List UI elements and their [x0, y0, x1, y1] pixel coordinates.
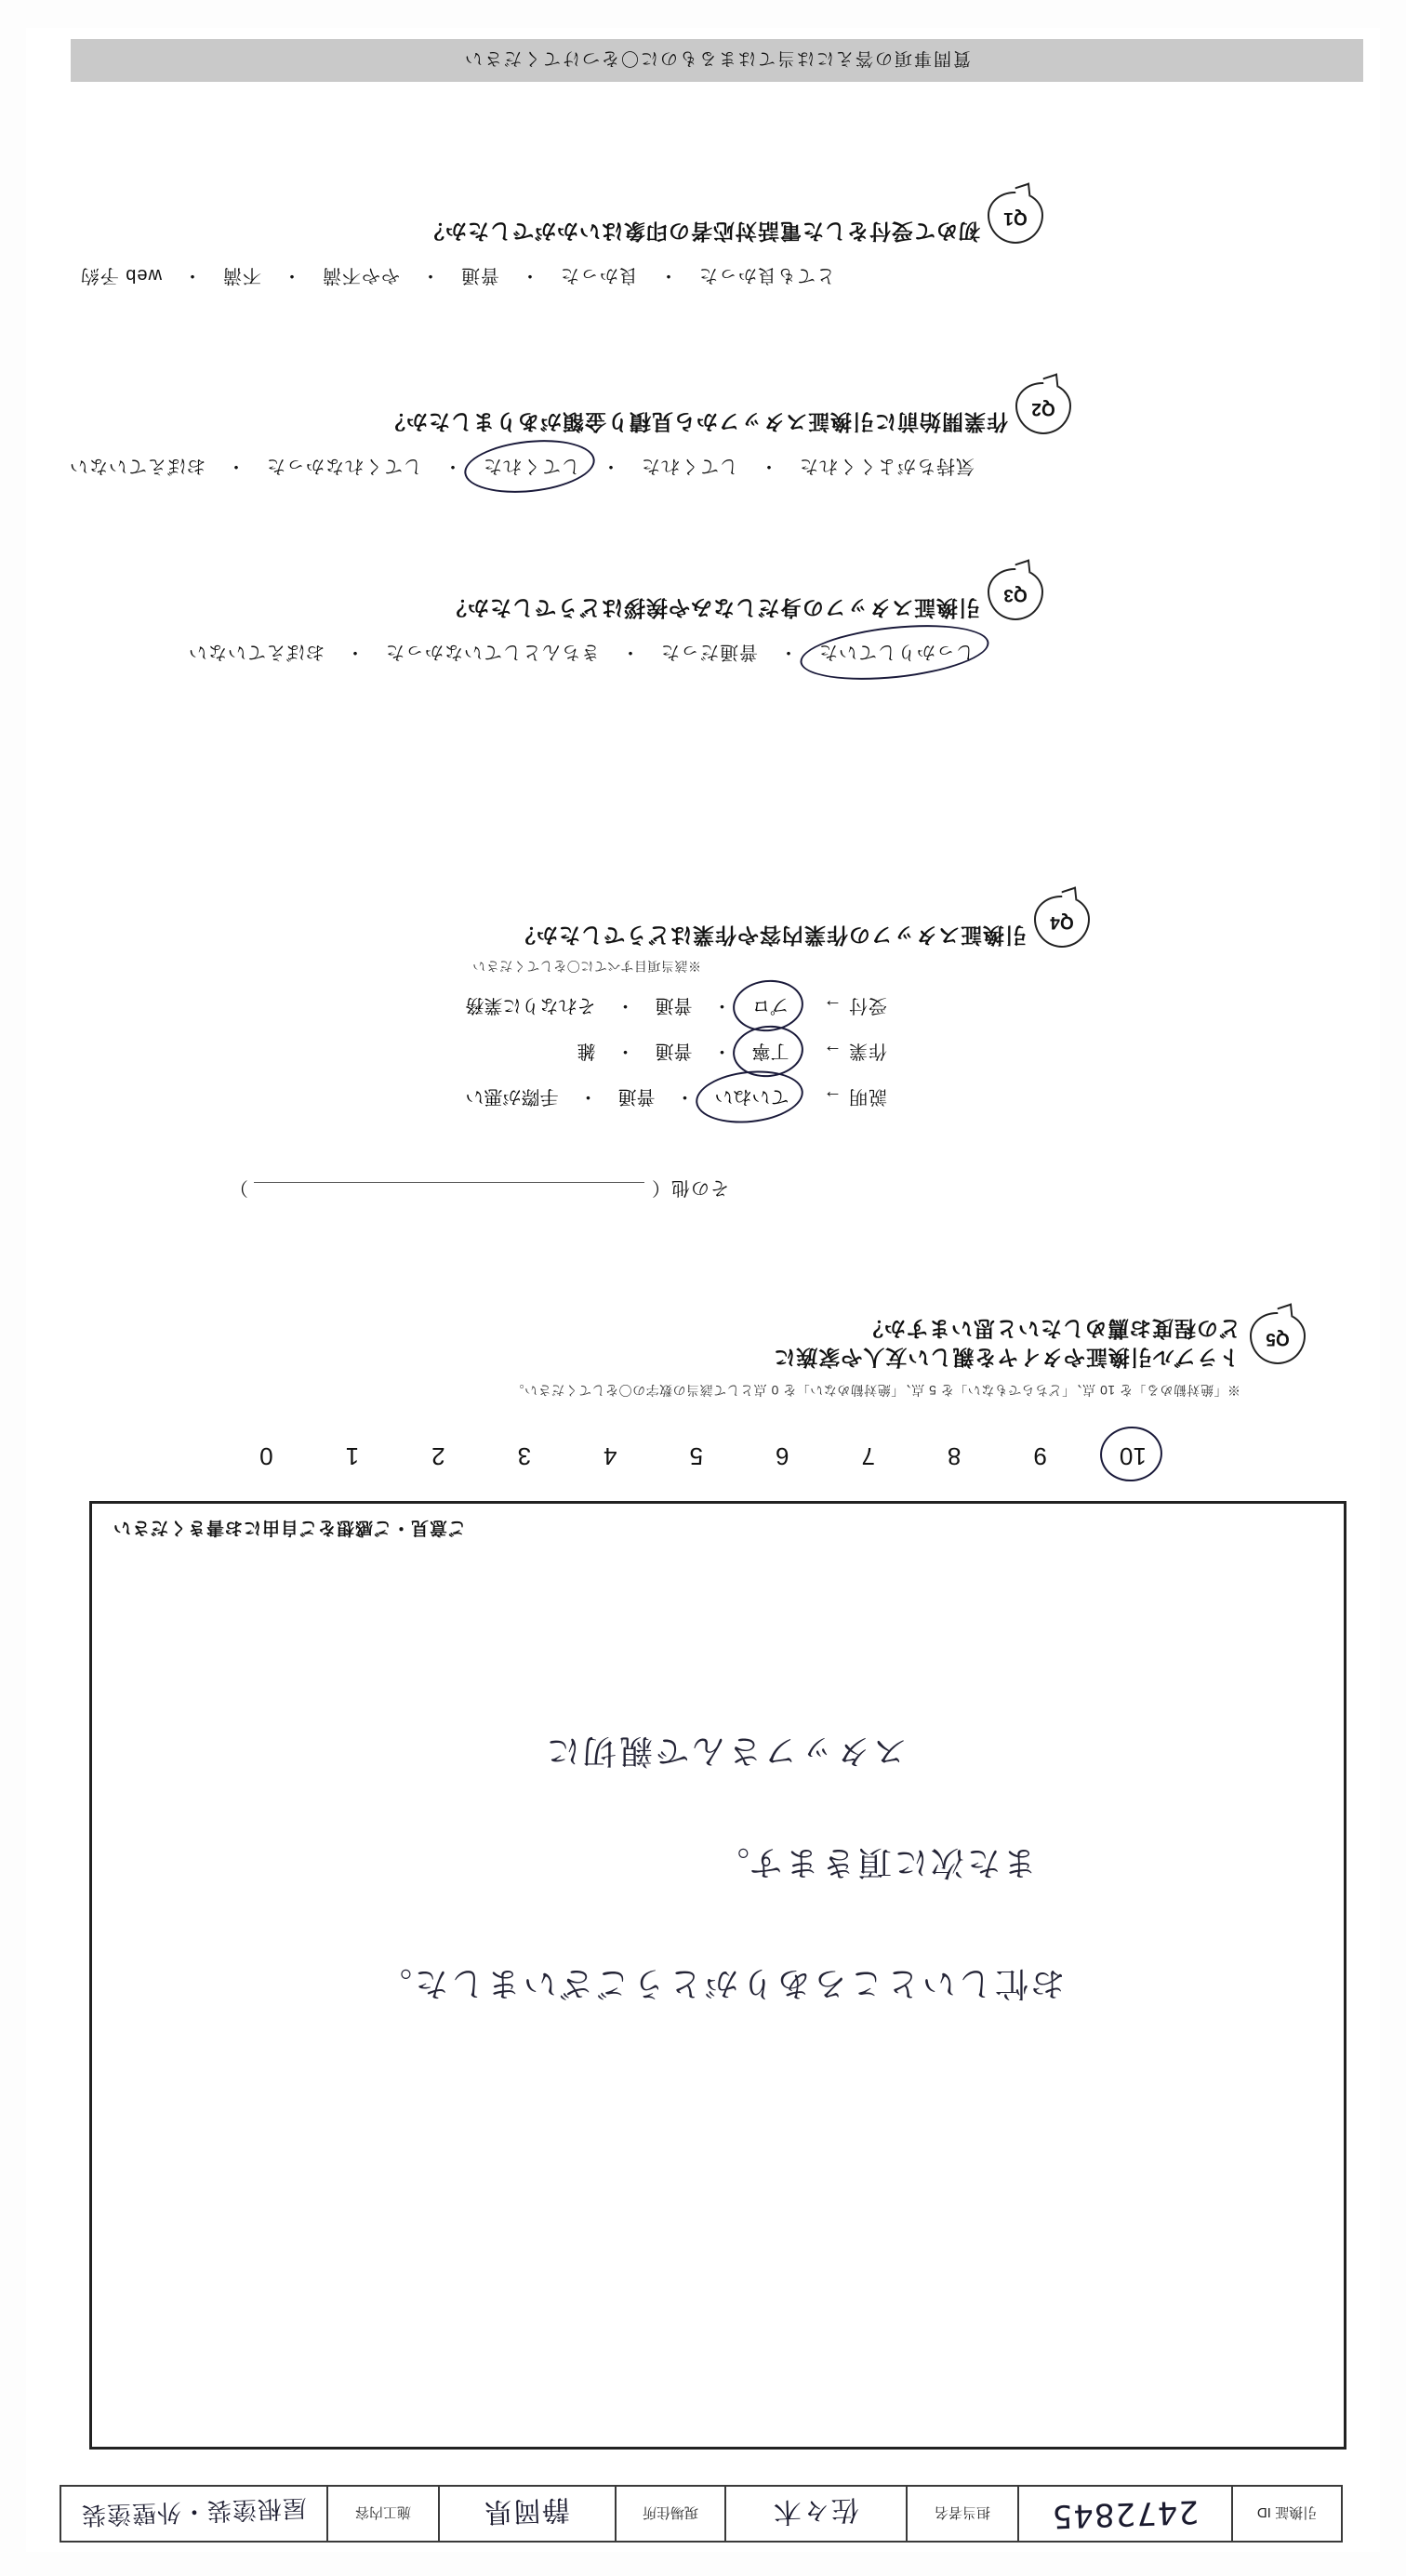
- q1-opt-3[interactable]: 普通: [460, 265, 499, 285]
- q4-text: 引換証スタッフの作業内容や作業はどうでしたか？: [513, 923, 1027, 948]
- scale-option-6[interactable]: 6: [776, 1442, 789, 1470]
- q1-options[interactable]: とても良かった ・ 良かった ・ 普通 ・ やや不満 ・ 不満 ・ web 予約: [26, 262, 1380, 293]
- q5-scale[interactable]: [26, 1439, 1380, 1473]
- q2-opt-5[interactable]: おぼえていない: [69, 456, 206, 476]
- q4-number-badge: Q4: [1034, 896, 1090, 948]
- handwriting-id: 2472845: [1051, 2492, 1200, 2535]
- q3-opt-1[interactable]: しっかりしていた: [813, 639, 980, 670]
- question-q4: [26, 912, 1380, 1129]
- question-q3: [26, 585, 1380, 683]
- q1-opt-1[interactable]: とても良かった: [698, 265, 835, 285]
- scale-option-8[interactable]: 8: [947, 1442, 962, 1470]
- q4-opt-1-1[interactable]: プロ: [746, 992, 794, 1023]
- q1-opt-4[interactable]: やや不満: [322, 265, 400, 285]
- q1-number-badge: Q1: [988, 192, 1043, 244]
- q5-number-badge: Q5: [1250, 1312, 1306, 1364]
- header-label-address: 現場住所: [615, 2487, 724, 2541]
- q3-text: 引換証スタッフの身だしなみや挨拶はどうでしたか？: [444, 596, 980, 620]
- q4-other-field[interactable]: [229, 1176, 729, 1203]
- scale-option-10[interactable]: 10: [1113, 1439, 1153, 1473]
- q4-other-label: その他（: [651, 1177, 729, 1198]
- q4-row-uketsuke[interactable]: 受付 → プロ ・ 普通 ・ それなりに業務: [26, 992, 1380, 1023]
- q4-other-close: ）: [228, 1177, 248, 1198]
- q2-opt-3[interactable]: してくれた: [477, 453, 586, 484]
- q2-number-badge: Q2: [1015, 382, 1071, 434]
- free-comment-box[interactable]: [89, 1501, 1346, 2450]
- scale-option-5[interactable]: 5: [689, 1442, 704, 1470]
- q4-opt-2-1[interactable]: 丁寧: [746, 1038, 794, 1069]
- q4-row-label-3: 説明 →: [822, 1086, 887, 1107]
- scale-option-0[interactable]: 0: [259, 1442, 273, 1470]
- q2-text: 作業開始前に引換証スタッフから見積り金額がありましたか？: [383, 410, 1008, 434]
- q5-text: トラブル引換証やタイヤを親しい友人や家族に どの程度お薦めしたいと思いますか？: [773, 1316, 1240, 1370]
- scale-option-4[interactable]: 4: [604, 1442, 617, 1470]
- header-id-table: [60, 2485, 1343, 2543]
- q4-opt-3-2[interactable]: 普通: [617, 1086, 656, 1107]
- header-label-work: 施工内容: [326, 2487, 438, 2541]
- scale-option-2[interactable]: 2: [431, 1442, 445, 1470]
- q1-opt-5[interactable]: 不満: [222, 265, 261, 285]
- question-q1: [26, 208, 1380, 306]
- handwriting-comment-line-1: お忙しいところありがとうございました。: [375, 1964, 1065, 2002]
- q4-opt-2-3[interactable]: 雑: [577, 1041, 596, 1061]
- q2-opt-2[interactable]: してくれた: [641, 456, 738, 476]
- header-value-work: [61, 2487, 326, 2541]
- q2-opt-4[interactable]: してくれなかった: [266, 456, 422, 476]
- q3-options[interactable]: しっかりしていた ・ 普通だった ・ きちんとしていなかった ・ おぼえていない: [26, 639, 1380, 670]
- handwriting-address: 静岡県: [483, 2492, 571, 2529]
- header-label-staff: 担当者名: [906, 2487, 1017, 2541]
- header-value-address: [438, 2487, 615, 2541]
- q4-opt-1-3[interactable]: それなりに業務: [465, 995, 596, 1016]
- handwriting-work: 屋根塗装・外壁塗装: [80, 2493, 308, 2530]
- question-q2: [26, 399, 1380, 497]
- q4-opt-3-3[interactable]: 手際が悪い: [465, 1086, 559, 1107]
- instruction-banner: 質問事項の答えには当てはまるものに〇をつけてください: [71, 39, 1363, 82]
- q4-opt-1-2[interactable]: 普通: [655, 995, 693, 1016]
- header-value-id: [1017, 2487, 1231, 2541]
- handwriting-comment-line-3: スタッフさんで親切に: [543, 1732, 907, 1770]
- question-q5: [26, 1314, 1380, 1403]
- header-value-staff: [724, 2487, 906, 2541]
- q4-row-sagyou[interactable]: 作業 → 丁寧 ・ 普通 ・ 雑: [26, 1038, 1380, 1069]
- q4-note: ※該当項目すべてに〇をしてください: [471, 959, 701, 974]
- scale-option-3[interactable]: 3: [517, 1442, 532, 1470]
- q3-opt-2[interactable]: 普通だった: [660, 642, 758, 662]
- q4-row-label-2: 作業 →: [822, 1041, 887, 1061]
- scale-option-1[interactable]: 1: [345, 1442, 360, 1470]
- form-page: [26, 28, 1380, 2552]
- header-label-id: 引換証 ID: [1231, 2487, 1341, 2541]
- q4-row-setsumei[interactable]: 説明 → ていねい ・ 普通 ・ 手際が悪い: [26, 1083, 1380, 1114]
- q1-opt-2[interactable]: 良かった: [560, 265, 638, 285]
- scale-option-9[interactable]: 9: [1033, 1442, 1047, 1470]
- handwriting-staff: 佐々木: [772, 2492, 860, 2529]
- q3-opt-3[interactable]: きちんとしていなかった: [385, 642, 600, 662]
- q4-opt-2-2[interactable]: 普通: [655, 1041, 693, 1061]
- free-comment-label: ご意見・ご感想をご自由にお書きください: [113, 1518, 467, 1537]
- q2-options[interactable]: 気持ちがよくくれた ・ してくれた ・ してくれた ・ してくれなかった ・ おぼえていない: [26, 453, 1380, 484]
- q3-number-badge: Q3: [988, 568, 1043, 620]
- q2-opt-1[interactable]: 気持ちがよくくれた: [799, 456, 975, 476]
- scale-option-7[interactable]: 7: [861, 1442, 875, 1470]
- q3-opt-4[interactable]: おぼえていない: [188, 642, 325, 662]
- q1-text: 初めて受付をした電話対応者の印象はいかがでしたか？: [422, 219, 980, 244]
- q1-opt-6[interactable]: web 予約: [79, 265, 162, 285]
- q4-opt-3-1[interactable]: ていねい: [709, 1083, 794, 1114]
- q5-note: ※「絶対勧める」を 10 点、「どちらでもない」を 5 点、「絶対勧めない」を 0 点として該当の数字の〇をしてください。: [511, 1383, 1240, 1398]
- q4-row-label-1: 受付 →: [822, 995, 887, 1016]
- handwriting-comment-line-2: また次に頂きます。: [712, 1843, 1037, 1881]
